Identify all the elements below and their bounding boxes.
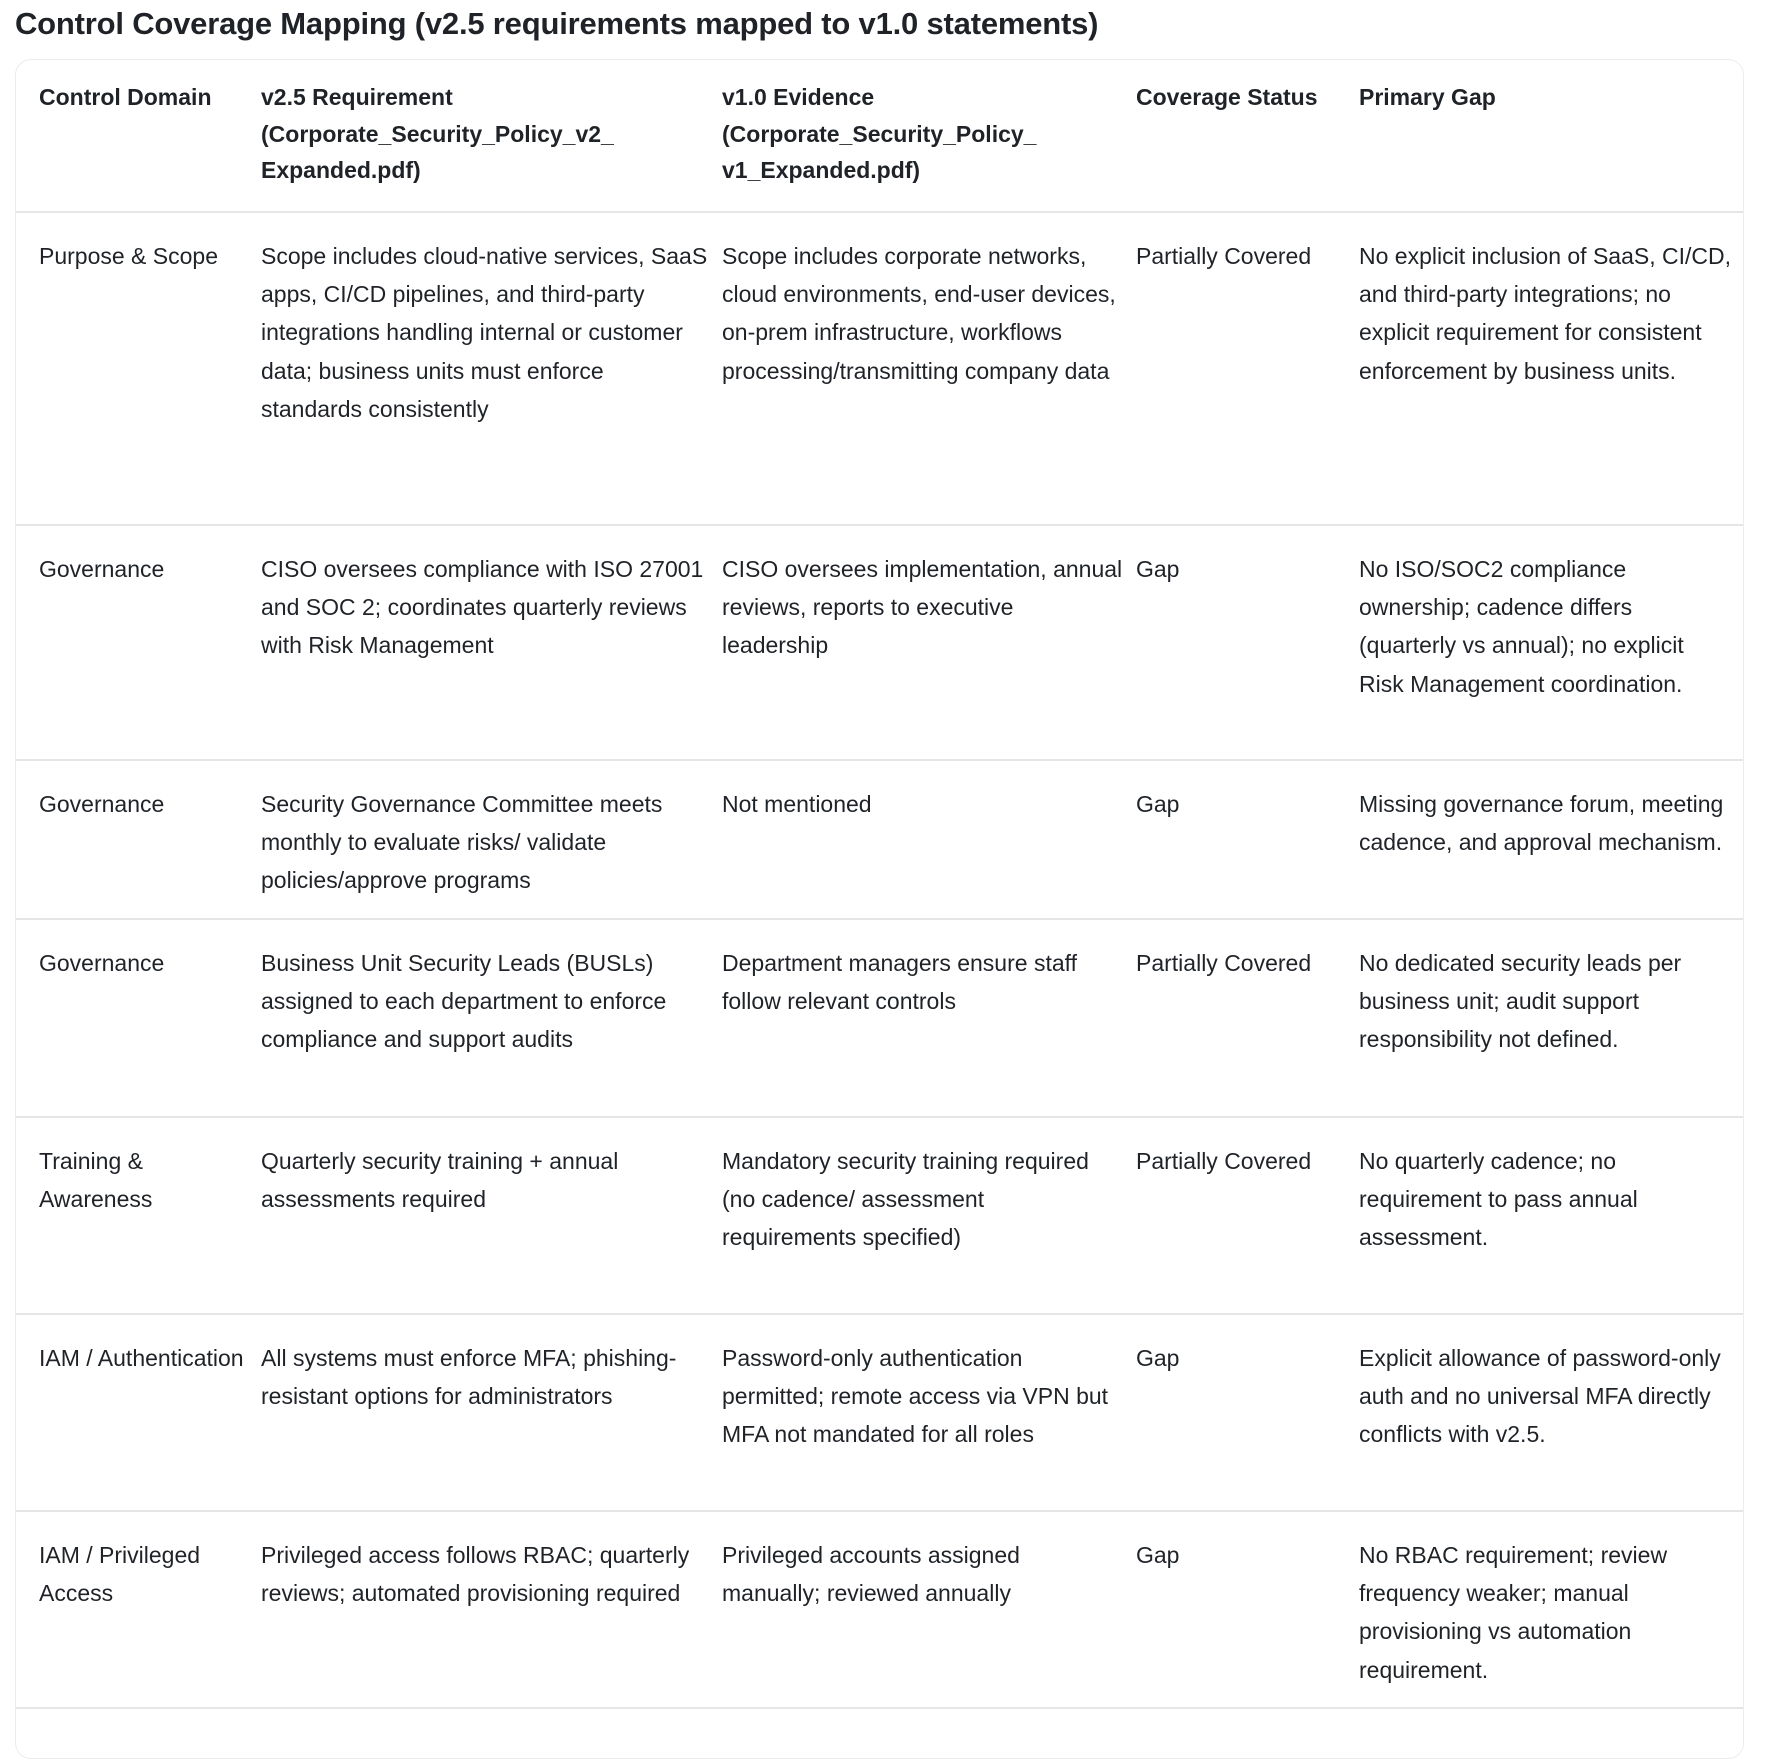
table-row [16, 1117, 1743, 1314]
cell-v25-requirement: Privileged access follows RBAC; quarterly reviews; automated provisioning required [261, 1511, 722, 1708]
cell-coverage-status: Partially Covered [1136, 212, 1359, 525]
cell-v10-evidence: Department managers ensure staff follow relevant controls [722, 919, 1136, 1117]
table-row [16, 919, 1743, 1117]
cell-primary-gap: No ISO/SOC2 compliance ownership; cadence differs (quarterly vs annual); no explicit Risk Management coordination. [1359, 525, 1743, 760]
cell-control-domain: Governance [16, 525, 261, 760]
cell-v25-requirement: Scope includes cloud-native services, SaaS apps, CI/CD pipelines, and third-party integrations handling internal or customer data; business units must enforce standards consistently [261, 212, 722, 525]
cell-primary-gap: No dedicated security leads per business unit; audit support responsibility not defined. [1359, 919, 1743, 1117]
cell-primary-gap: Explicit allowance of password-only auth and no universal MFA directly conflicts with v2.5. [1359, 1314, 1743, 1511]
cell-v10-evidence: Password-only authentication permitted; remote access via VPN but MFA not mandated for all roles [722, 1314, 1136, 1511]
cell-control-domain: Governance [16, 919, 261, 1117]
cell-v25-requirement: Business Unit Security Leads (BUSLs) assigned to each department to enforce compliance and support audits [261, 919, 722, 1117]
cell-control-domain: IAM / Privileged Access [16, 1511, 261, 1708]
cell-primary-gap: Missing governance forum, meeting cadence, and approval mechanism. [1359, 760, 1743, 919]
cell-v10-evidence: Scope includes corporate networks, cloud environments, end-user devices, on-prem infrastructure, workflows processing/transmitting company data [722, 212, 1136, 525]
coverage-table [16, 60, 1743, 1709]
coverage-table-card [15, 59, 1744, 1759]
cell-coverage-status: Gap [1136, 1314, 1359, 1511]
cell-v10-evidence: Not mentioned [722, 760, 1136, 919]
page-title: Control Coverage Mapping (v2.5 requirements mapped to v1.0 statements) [15, 6, 1099, 41]
table-row [16, 760, 1743, 919]
header-control-domain: Control Domain [16, 60, 261, 212]
cell-primary-gap: No explicit inclusion of SaaS, CI/CD, and third-party integrations; no explicit requirement for consistent enforcement by business units. [1359, 212, 1743, 525]
cell-coverage-status: Partially Covered [1136, 1117, 1359, 1314]
table-row [16, 1314, 1743, 1511]
header-v25-requirement: v2.5 Requirement (Corporate_Security_Policy_v2_ Expanded.pdf) [261, 60, 722, 212]
cell-v25-requirement: Security Governance Committee meets monthly to evaluate risks/ validate policies/approve programs [261, 760, 722, 919]
cell-control-domain: Governance [16, 760, 261, 919]
table-row [16, 525, 1743, 760]
cell-control-domain: Training & Awareness [16, 1117, 261, 1314]
table-row [16, 1511, 1743, 1708]
cell-v10-evidence: Mandatory security training required (no cadence/ assessment requirements specified) [722, 1117, 1136, 1314]
table-header-row [16, 60, 1743, 212]
header-coverage-status: Coverage Status [1136, 60, 1359, 212]
table-row [16, 212, 1743, 525]
header-v10-evidence: v1.0 Evidence (Corporate_Security_Policy_ v1_Expanded.pdf) [722, 60, 1136, 212]
cell-v25-requirement: All systems must enforce MFA; phishing-resistant options for administrators [261, 1314, 722, 1511]
cell-coverage-status: Gap [1136, 1511, 1359, 1708]
cell-control-domain: IAM / Authentication [16, 1314, 261, 1511]
cell-primary-gap: No quarterly cadence; no requirement to pass annual assessment. [1359, 1117, 1743, 1314]
cell-v25-requirement: Quarterly security training + annual assessments required [261, 1117, 722, 1314]
cell-coverage-status: Gap [1136, 760, 1359, 919]
cell-control-domain: Purpose & Scope [16, 212, 261, 525]
cell-v25-requirement: CISO oversees compliance with ISO 27001 and SOC 2; coordinates quarterly reviews with Risk Management [261, 525, 722, 760]
cell-coverage-status: Partially Covered [1136, 919, 1359, 1117]
header-primary-gap: Primary Gap [1359, 60, 1743, 212]
cell-primary-gap: No RBAC requirement; review frequency weaker; manual provisioning vs automation requirement. [1359, 1511, 1743, 1708]
cell-v10-evidence: Privileged accounts assigned manually; reviewed annually [722, 1511, 1136, 1708]
cell-v10-evidence: CISO oversees implementation, annual reviews, reports to executive leadership [722, 525, 1136, 760]
cell-coverage-status: Gap [1136, 525, 1359, 760]
